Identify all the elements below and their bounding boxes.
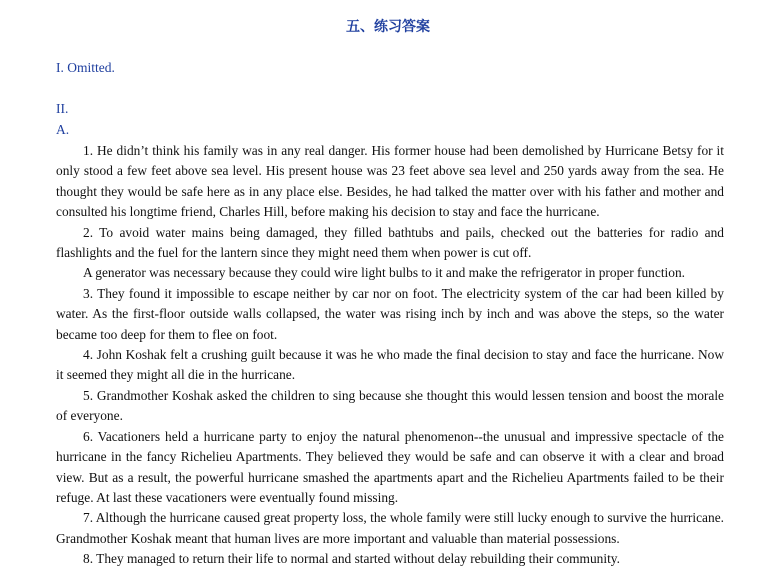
- answer-paragraph-7: 7. Although the hurricane caused great property loss, the whole family were still lucky enough to survive the hurricane. Grandmother Koshak meant that human lives are more important and valuable than material possessions.: [56, 510, 724, 546]
- answer-paragraph-5: 5. Grandmother Koshak asked the children to sing because she thought this would lessen tension and boost the morale of everyone.: [56, 387, 724, 424]
- answers-list: [56, 141, 724, 570]
- answer-paragraph-2b: A generator was necessary because they could wire light bulbs to it and make the refrigerator in proper function.: [83, 265, 685, 281]
- answer-paragraph-8: 8. They managed to return their life to normal and started without delay rebuilding their community.: [83, 551, 620, 567]
- answer-paragraph-4: 4. John Koshak felt a crushing guilt because it was he who made the final decision to stay and face the hurricane. Now it seemed they might all die in the hurricane.: [56, 347, 724, 383]
- document-title: 五、练习答案: [346, 19, 430, 35]
- subsection-a-heading: A.: [56, 122, 70, 137]
- section-1-heading: I. Omitted.: [56, 60, 115, 75]
- answer-paragraph-3: 3. They found it impossible to escape neither by car nor on foot. The electricity system of the car had been killed by water. As the first-floor outside walls collapsed, the water was rising inch by inch and was above the steps, so the water became too deep for them to flee on foot.: [56, 285, 724, 342]
- answer-paragraph-2: 2. To avoid water mains being damaged, they filled bathtubs and pails, checked out the batteries for radio and flashlights and the fuel for the lantern since they might need them when power is cut off.: [56, 224, 724, 261]
- answer-paragraph-1: 1. He didn’t think his family was in any real danger. His former house had been demolished by Hurricane Betsy for it only stood a few feet above sea level. His present house was 23 feet above sea level and 250 yards away from the sea. He thought they would be safe here as in any place else. Besides, he had talked the matter over with his father and mother and consulted his longtime friend, Charles Hill, before making his decision to stay and face the hurricane.: [56, 143, 724, 220]
- answer-paragraph-6: 6. Vacationers held a hurricane party to enjoy the natural phenomenon--the unusual and impressive spectacle of the hurricane in the fancy Richelieu Apartments. They believed they would be safe and can observe it with a clear and broad view. But as a result, the powerful hurricane smashed the apartments apart and the Richelieu Apartments failed to be their refuge. At last these vacationers were eventually found missing.: [56, 428, 724, 505]
- section-2-heading: II.: [56, 101, 69, 116]
